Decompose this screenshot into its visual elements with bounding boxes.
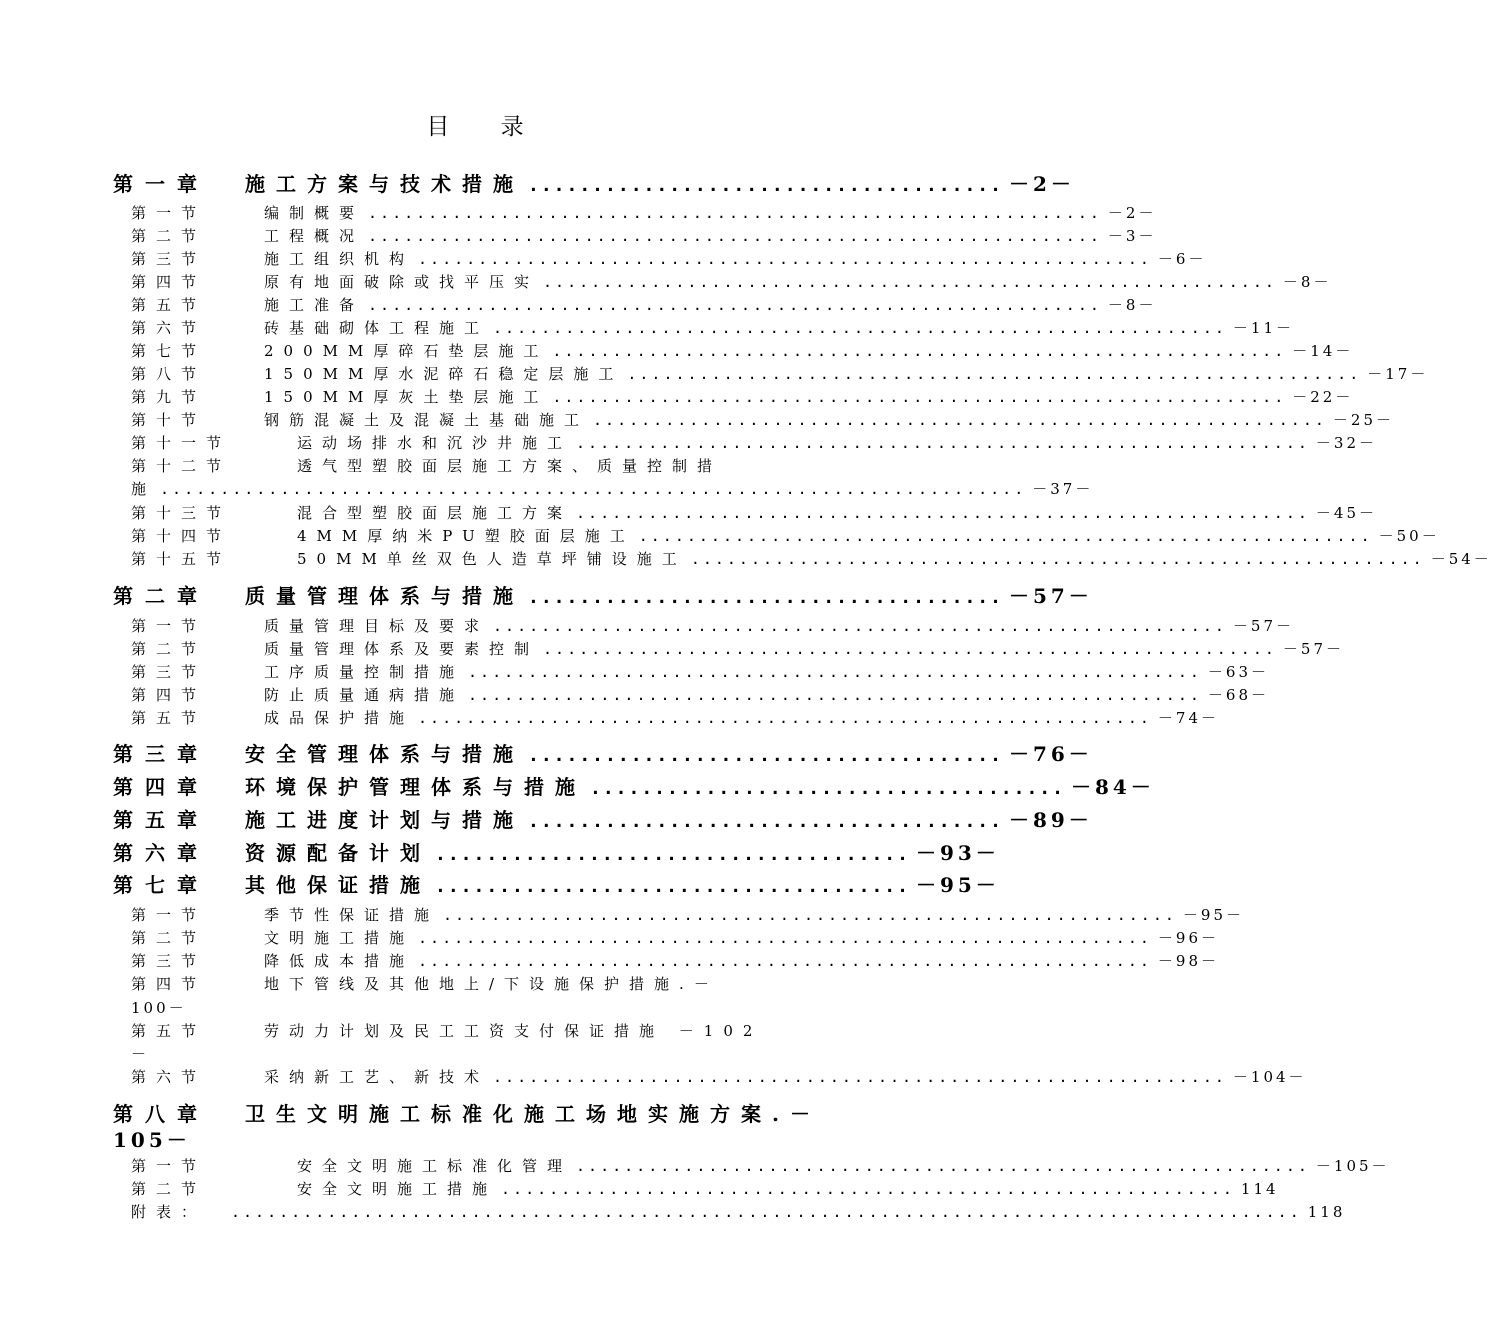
toc-section — [131, 904, 1244, 926]
entry-page: －6－ — [1157, 250, 1207, 268]
toc-section — [131, 1155, 1390, 1177]
entry-title-continued: 100－ — [131, 999, 187, 1017]
dot-leader: ............................................................. — [576, 434, 1310, 452]
entry-label: 第四节 — [131, 975, 207, 993]
entry-label: 第五节 — [131, 1022, 207, 1040]
toc-chapter-3 — [113, 738, 1093, 766]
toc-chapter-8 — [113, 1098, 867, 1126]
toc-section — [131, 638, 1344, 660]
dot-leader: ............................................................. — [418, 709, 1152, 727]
entry-title: 施工组织机构 — [264, 250, 415, 268]
entry-title: 砖基础砌体工程施工 — [264, 319, 490, 337]
toc-section — [131, 1178, 1279, 1200]
dot-leader: ............................................................. — [543, 640, 1277, 658]
toc-section — [131, 661, 1269, 683]
toc-section — [131, 707, 1219, 729]
entry-page: －37－ — [1032, 480, 1094, 498]
entry-label: 第七章 — [113, 873, 209, 897]
dot-leader: ............................................................. — [576, 504, 1310, 522]
entry-page: －50－ — [1378, 527, 1440, 545]
toc-section — [131, 615, 1294, 637]
entry-label: 第二节 — [131, 227, 207, 245]
entry-page: －22－ — [1292, 388, 1354, 406]
entry-page: －76－ — [1008, 742, 1093, 766]
entry-label: 第十三节 — [131, 504, 232, 522]
entry-page: －2－ — [1008, 172, 1075, 196]
dot-leader: ............................................................. — [543, 273, 1277, 291]
entry-label: 第六节 — [131, 1068, 207, 1086]
entry-title: 环境保护管理体系与措施 — [245, 775, 586, 799]
toc-section — [131, 973, 865, 995]
dot-leader: ..................................... — [528, 587, 1003, 608]
entry-page: －74－ — [1157, 709, 1219, 727]
entry-title: 其他保证措施 — [245, 873, 431, 897]
dot-leader: ............................................................. — [368, 204, 1102, 222]
dot-leader: ............................................................. — [418, 952, 1152, 970]
dot-leader: ............................................................. — [552, 388, 1287, 406]
toc-section — [131, 340, 1354, 362]
entry-title: 工程概况 — [264, 227, 365, 245]
entry-title: 质量管理体系与措施 — [245, 584, 524, 608]
entry-title: 150MM厚水泥碎石稳定层施工 — [264, 365, 624, 383]
entry-label: 第六节 — [131, 319, 207, 337]
toc-chapter-4 — [113, 771, 1155, 799]
entry-page: －45－ — [1315, 504, 1377, 522]
entry-title: 混合型塑胶面层施工方案 — [297, 504, 573, 522]
entry-title: 4MM厚纳米PU塑胶面层施工 — [297, 527, 635, 545]
entry-title: 钢筋混凝土及混凝土基础施工 — [264, 411, 590, 429]
dot-leader: ..................................... — [435, 844, 910, 865]
entry-title-continued: 105－ — [113, 1128, 191, 1152]
dot-leader: ............................................................. — [468, 686, 1202, 704]
entry-label: 附表： — [131, 1203, 207, 1221]
toc-section — [131, 202, 1157, 224]
dot-leader: ............................................................. — [576, 1157, 1310, 1175]
entry-label: 第三节 — [131, 952, 207, 970]
dot-leader: ..................................... — [528, 745, 1003, 766]
dot-leader: ......................................................................................... — [231, 1203, 1302, 1221]
entry-title: 劳动力计划及民工工资支付保证措施 －102 — [264, 1022, 763, 1040]
entry-label: 第十四节 — [131, 527, 232, 545]
dot-leader: ............................................................. — [443, 906, 1177, 924]
entry-label: 第一章 — [113, 172, 209, 196]
entry-page: －54－ — [1430, 550, 1492, 568]
toc-section — [131, 525, 1440, 547]
entry-page: －25－ — [1332, 411, 1394, 429]
toc-section — [131, 363, 1429, 385]
toc-section — [131, 1066, 1307, 1088]
entry-title: 安全管理体系与措施 — [245, 742, 524, 766]
entry-page: －93－ — [915, 841, 1000, 865]
entry-label: 第四章 — [113, 775, 209, 799]
entry-page: －57－ — [1008, 584, 1093, 608]
toc-section — [131, 248, 1207, 270]
entry-page: 114 — [1240, 1180, 1279, 1198]
toc-section — [131, 317, 1294, 339]
toc-section — [131, 432, 1377, 454]
entry-title: 编制概要 — [264, 204, 365, 222]
entry-page: －57－ — [1282, 640, 1344, 658]
entry-page: －95－ — [915, 873, 1000, 897]
entry-page: －96－ — [1157, 929, 1219, 947]
entry-title: 采纳新工艺、新技术 — [264, 1068, 490, 1086]
dot-leader: ............................................................. — [593, 411, 1327, 429]
entry-label: 第二节 — [131, 640, 207, 658]
dot-leader: ..................................... — [590, 778, 1065, 799]
entry-title: 卫生文明施工标准化施工场地实施方案.－ — [245, 1102, 821, 1126]
entry-title: 季节性保证措施 — [264, 906, 440, 924]
entry-page: －17－ — [1367, 365, 1429, 383]
entry-title: 150MM厚灰土垫层施工 — [264, 388, 549, 406]
entry-label: 第一节 — [131, 906, 207, 924]
entry-title: 地下管线及其他地上/下设施保护措施.－ — [264, 975, 719, 993]
toc-section — [131, 1020, 865, 1042]
entry-label: 第十节 — [131, 411, 207, 429]
toc-section — [131, 294, 1157, 316]
entry-title: 施工方案与技术措施 — [245, 172, 524, 196]
dot-leader: ............................................................. — [368, 296, 1102, 314]
toc-section — [131, 927, 1219, 949]
dot-leader: ..................................... — [528, 811, 1003, 832]
dot-leader: ............................................................. — [501, 1180, 1235, 1198]
entry-label: 第二章 — [113, 584, 209, 608]
entry-label: 第五节 — [131, 296, 207, 314]
toc-section — [131, 502, 1377, 524]
entry-title: 原有地面破除或找平压实 — [264, 273, 540, 291]
entry-title: 200MM厚碎石垫层施工 — [264, 342, 549, 360]
dot-leader: ............................................................. — [468, 663, 1202, 681]
entry-title: 防止质量通病措施 — [264, 686, 465, 704]
toc-chapter-5 — [113, 804, 1093, 832]
entry-page: －8－ — [1107, 296, 1157, 314]
toc-section — [131, 684, 1269, 706]
entry-label: 第三节 — [131, 250, 207, 268]
entry-page: －95－ — [1182, 906, 1244, 924]
entry-label: 第八章 — [113, 1102, 209, 1126]
toc-section — [131, 548, 1492, 570]
entry-page: －11－ — [1232, 319, 1294, 337]
entry-page: －84－ — [1070, 775, 1155, 799]
toc-section — [131, 455, 865, 477]
toc-chapter-2 — [113, 580, 1093, 608]
entry-page: 118 — [1307, 1203, 1346, 1221]
toc-appendix — [131, 1201, 1346, 1223]
entry-title: 成品保护措施 — [264, 709, 415, 727]
dot-leader: ..................................... — [528, 175, 1003, 196]
entry-title: 运动场排水和沉沙井施工 — [297, 434, 573, 452]
dot-leader: ............................................................. — [368, 227, 1102, 245]
entry-page: －98－ — [1157, 952, 1219, 970]
entry-label: 第八节 — [131, 365, 207, 383]
entry-label: 第三节 — [131, 663, 207, 681]
entry-page: －14－ — [1292, 342, 1354, 360]
entry-page: －8－ — [1282, 273, 1332, 291]
entry-page: －89－ — [1008, 808, 1093, 832]
dot-leader: ........................................................................ — [160, 480, 1027, 498]
entry-title: 文明施工措施 — [264, 929, 415, 947]
dot-leader: ............................................................. — [493, 319, 1227, 337]
entry-title: 安全文明施工标准化管理 — [297, 1157, 573, 1175]
entry-label: 第二节 — [131, 1180, 207, 1198]
toc-chapter-1 — [113, 168, 1075, 196]
toc-section — [131, 950, 1219, 972]
entry-label: 第九节 — [131, 388, 207, 406]
dot-leader: ............................................................. — [493, 617, 1227, 635]
entry-label: 第十五节 — [131, 550, 232, 568]
entry-title-continued: － — [131, 1045, 147, 1063]
entry-page: －68－ — [1207, 686, 1269, 704]
page-title: 目 录 — [426, 114, 546, 140]
dot-leader: ............................................................. — [493, 1068, 1227, 1086]
entry-title: 工序质量控制措施 — [264, 663, 465, 681]
toc-chapter-6 — [113, 837, 1000, 865]
entry-label: 第十一节 — [131, 434, 232, 452]
toc-section — [131, 271, 1332, 293]
entry-title: 质量管理体系及要素控制 — [264, 640, 540, 658]
entry-title: 50MM单丝双色人造草坪铺设施工 — [297, 550, 687, 568]
dot-leader: ............................................................. — [418, 929, 1152, 947]
entry-page: －57－ — [1232, 617, 1294, 635]
entry-label: 第五章 — [113, 808, 209, 832]
dot-leader: ............................................................. — [552, 342, 1287, 360]
entry-title: 施工进度计划与措施 — [245, 808, 524, 832]
dot-leader: ............................................................. — [638, 527, 1373, 545]
dot-leader: ..................................... — [435, 876, 910, 897]
toc-chapter-7 — [113, 869, 1000, 897]
dot-leader: ............................................................. — [627, 365, 1362, 383]
entry-title: 安全文明施工措施 — [297, 1180, 498, 1198]
entry-title: 施工准备 — [264, 296, 365, 314]
entry-label: 第六章 — [113, 841, 209, 865]
entry-page: －32－ — [1315, 434, 1377, 452]
entry-label: 第十二节 — [131, 457, 232, 475]
entry-label: 第一节 — [131, 617, 207, 635]
toc-section — [131, 409, 1394, 431]
entry-title-continued: 施 — [131, 480, 157, 498]
toc-section — [131, 386, 1354, 408]
entry-page: －105－ — [1315, 1157, 1390, 1175]
entry-page: －63－ — [1207, 663, 1269, 681]
entry-label: 第四节 — [131, 273, 207, 291]
dot-leader: ............................................................. — [418, 250, 1152, 268]
dot-leader: ............................................................. — [690, 550, 1425, 568]
entry-page: －3－ — [1107, 227, 1157, 245]
entry-label: 第二节 — [131, 929, 207, 947]
entry-title: 资源配备计划 — [245, 841, 431, 865]
entry-page: －2－ — [1107, 204, 1157, 222]
entry-title: 透气型塑胶面层施工方案、质量控制措 — [297, 457, 723, 475]
entry-label: 第三章 — [113, 742, 209, 766]
entry-label: 第五节 — [131, 709, 207, 727]
toc-section — [131, 225, 1157, 247]
entry-label: 第四节 — [131, 686, 207, 704]
entry-label: 第一节 — [131, 204, 207, 222]
entry-page: －104－ — [1232, 1068, 1307, 1086]
entry-label: 第七节 — [131, 342, 207, 360]
entry-title: 降低成本措施 — [264, 952, 415, 970]
entry-label: 第一节 — [131, 1157, 207, 1175]
toc-section-continued — [131, 478, 1094, 500]
entry-title: 质量管理目标及要求 — [264, 617, 490, 635]
